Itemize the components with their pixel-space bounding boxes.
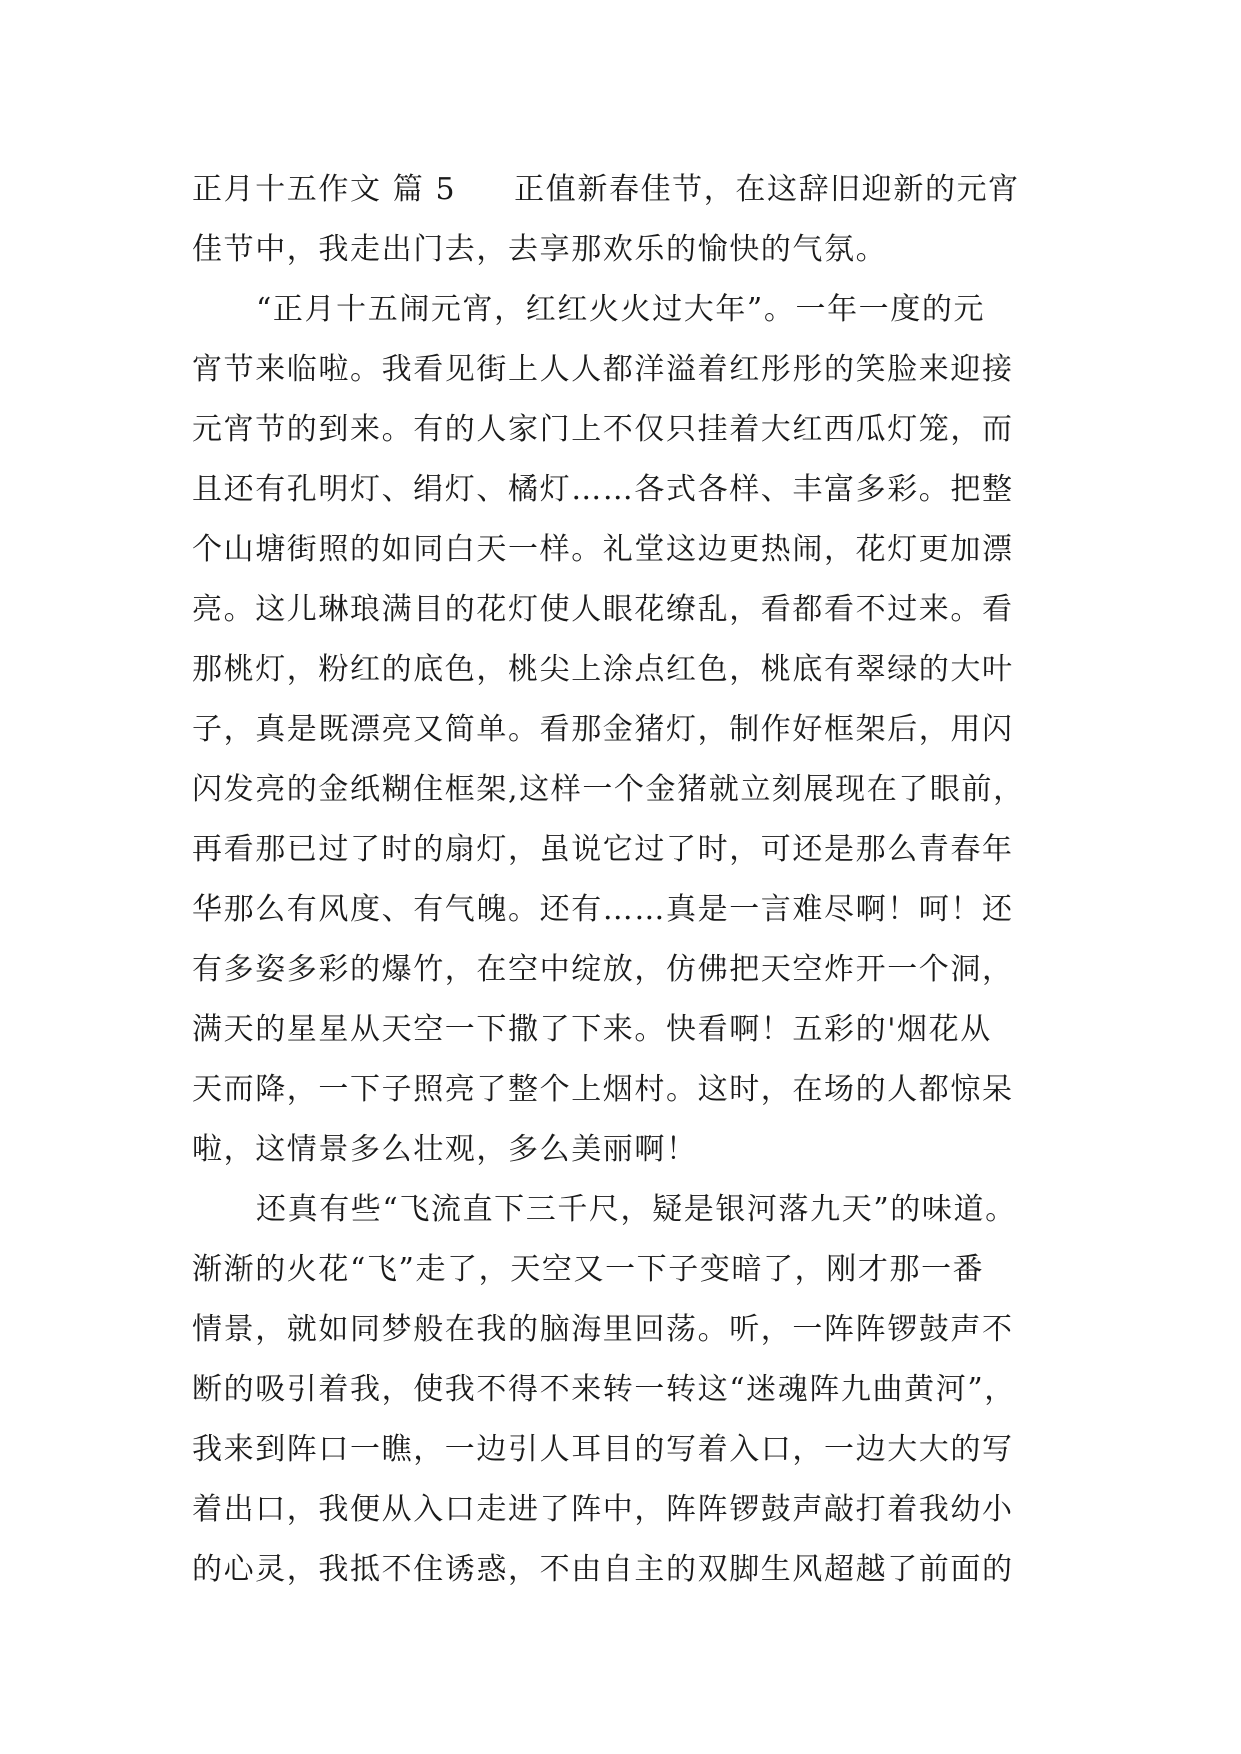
essay-title: 正月十五作文 篇 5	[192, 172, 457, 207]
text-line: 渐渐的火花“飞”走了，天空又一下子变暗了，刚才那一番	[192, 1252, 985, 1287]
text-line: 着出口，我便从入口走进了阵中，阵阵锣鼓声敲打着我幼小	[192, 1492, 1014, 1527]
text-line: 子，真是既漂亮又简单。看那金猪灯，制作好框架后，用闪	[192, 712, 1014, 747]
text-line: 我来到阵口一瞧，一边引人耳目的写着入口，一边大大的写	[192, 1432, 1014, 1467]
text-line: 有多姿多彩的爆竹，在空中绽放，仿佛把天空炸开一个洞，	[192, 952, 1014, 987]
text-line: 佳节中，我走出门去，去享那欢乐的愉快的气氛。	[192, 232, 888, 267]
text-line: 的心灵，我抵不住诱惑，不由自主的双脚生风超越了前面的	[192, 1552, 1014, 1587]
text-line: 华那么有风度、有气魄。还有……真是一言难尽啊！呵！还	[192, 892, 1014, 927]
text-line: 情景，就如同梦般在我的脑海里回荡。听，一阵阵锣鼓声不	[192, 1312, 1014, 1347]
essay-body	[192, 160, 1052, 1600]
paragraph-start-line: 还真有些“飞流直下三千尺，疑是银河落九天”的味道。	[256, 1192, 1017, 1227]
text-line: 宵节来临啦。我看见街上人人都洋溢着红彤彤的笑脸来迎接	[192, 352, 1014, 387]
text-line: 天而降，一下子照亮了整个上烟村。这时，在场的人都惊呆	[192, 1072, 1014, 1107]
text-line: 且还有孔明灯、绢灯、橘灯……各式各样、丰富多彩。把整	[192, 472, 1014, 507]
text-line: 再看那已过了时的扇灯，虽说它过了时，可还是那么青春年	[192, 832, 1014, 867]
text-line: 啦，这情景多么壮观，多么美丽啊！	[192, 1132, 698, 1167]
text-line: 个山塘街照的如同白天一样。礼堂这边更热闹，花灯更加漂	[192, 532, 1014, 567]
text-line: 满天的星星从天空一下撒了下来。快看啊！五彩的'烟花从	[192, 1012, 992, 1047]
first-line	[192, 160, 1052, 220]
text-line: 正值新春佳节，在这辞旧迎新的元宵	[514, 172, 1020, 207]
paragraph-start-line: “正月十五闹元宵，红红火火过大年”。一年一度的元	[256, 292, 986, 327]
text-line: 断的吸引着我，使我不得不来转一转这“迷魂阵九曲黄河”，	[192, 1372, 1016, 1407]
text-line: 元宵节的到来。有的人家门上不仅只挂着大红西瓜灯笼，而	[192, 412, 1014, 447]
text-line: 那桃灯，粉红的底色，桃尖上涂点红色，桃底有翠绿的大叶	[192, 652, 1014, 687]
text-line: 亮。这儿琳琅满目的花灯使人眼花缭乱，看都看不过来。看	[192, 592, 1014, 627]
text-line: 闪发亮的金纸糊住框架,这样一个金猪就立刻展现在了眼前，	[192, 772, 1025, 807]
